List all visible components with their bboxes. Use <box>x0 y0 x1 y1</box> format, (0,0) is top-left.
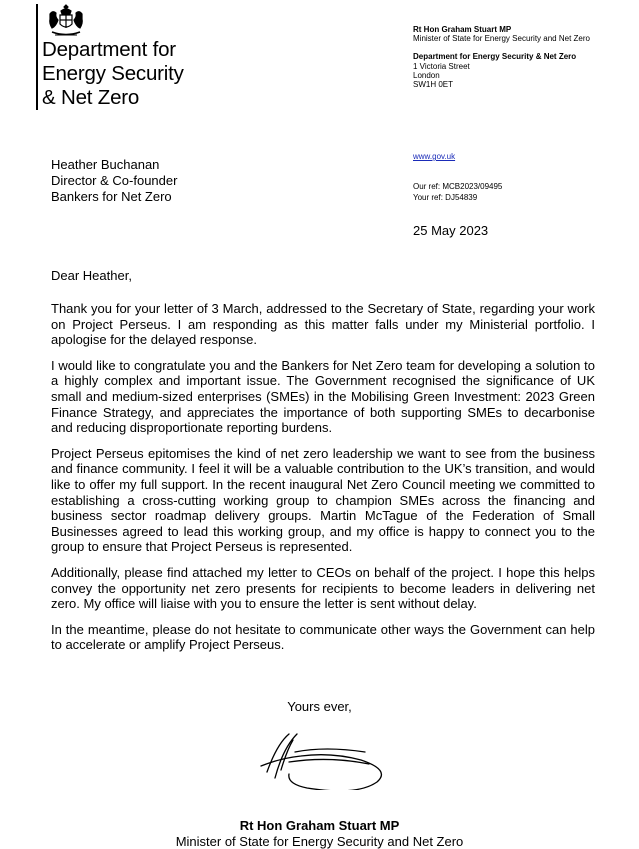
logotype-line: & Net Zero <box>42 86 140 109</box>
salutation: Dear Heather, <box>51 268 132 283</box>
body-paragraph: I would like to congratulate you and the Bankers for Net Zero team for developing a solution to a highly complex and important issue. The Government recognised the significance of UK small and medium-sized enterprises (SMEs) in the Mobilising Green Investment: 2023 Green Finance Strategy, and appreciates the importance of both supporting SMEs to decarbonise and reducing disproportionate reporting burdens. <box>51 357 595 436</box>
body-paragraph: Thank you for your letter of 3 March, addressed to the Secretary of State, regarding your work on Project Perseus. I am responding as this matter falls under my Ministerial portfolio. I apologise for the delayed response. <box>51 301 595 348</box>
logotype-line: Department for <box>42 38 176 61</box>
recipient-address-block <box>51 157 177 205</box>
our-reference: Our ref: MCB2023/09495 <box>413 182 503 191</box>
address-line: SW1H 0ET <box>413 80 454 90</box>
logo-divider-rule <box>36 4 38 110</box>
sender-role: Minister of State for Energy Security and Net Zero <box>413 34 590 44</box>
signatory-title: Minister of State for Energy Security and Net Zero <box>175 834 464 849</box>
sender-organisation: Department for Energy Security & Net Zero <box>413 52 577 62</box>
sender-name: Rt Hon Graham Stuart MP <box>413 25 512 34</box>
sender-address-block <box>413 25 613 89</box>
your-reference: Your ref: DJ54839 <box>413 193 478 202</box>
website-link[interactable]: www.gov.uk <box>413 152 456 161</box>
letter-body <box>51 301 595 663</box>
body-paragraph: Additionally, please find attached my letter to CEOs on behalf of the project. I hope this helps convey the opportunity net zero presents for recipients to become leaders in delivering net zero. My office will liaise with you to ensure the letter is sent without delay. <box>51 564 595 612</box>
recipient-organisation: Bankers for Net Zero <box>51 189 172 204</box>
signatory-name: Rt Hon Graham Stuart MP <box>239 818 400 833</box>
logotype-line: Energy Security <box>42 62 184 85</box>
body-paragraph: Project Perseus epitomises the kind of net zero leadership we want to see from the business and finance community. I feel it will be a valuable contribution to the UK’s transition, and would like to offer my full support. In the recent inaugural Net Zero Council meeting we committed to establishing a cross-cutting working group to champion SMEs across the financing and business sector roadmap delivery groups. Martin McTague of the Federation of Small Businesses agreed to lead this working group, and my office is happy to connect you to the group to ensure that Project Perseus is represented. <box>51 445 595 555</box>
department-logotype <box>42 38 184 110</box>
handwritten-signature <box>255 722 405 790</box>
royal-coat-of-arms-icon <box>44 2 88 38</box>
recipient-name: Heather Buchanan <box>51 157 160 172</box>
closing: Yours ever, <box>287 699 352 714</box>
reference-block <box>413 181 502 203</box>
letter-date: 25 May 2023 <box>413 223 489 238</box>
address-line: 1 Victoria Street <box>413 61 470 71</box>
body-paragraph: In the meantime, please do not hesitate to communicate other ways the Government can help to accelerate or amplify Project Perseus. <box>51 621 595 653</box>
address-line: London <box>413 70 440 80</box>
recipient-title: Director & Co-founder <box>51 173 178 188</box>
